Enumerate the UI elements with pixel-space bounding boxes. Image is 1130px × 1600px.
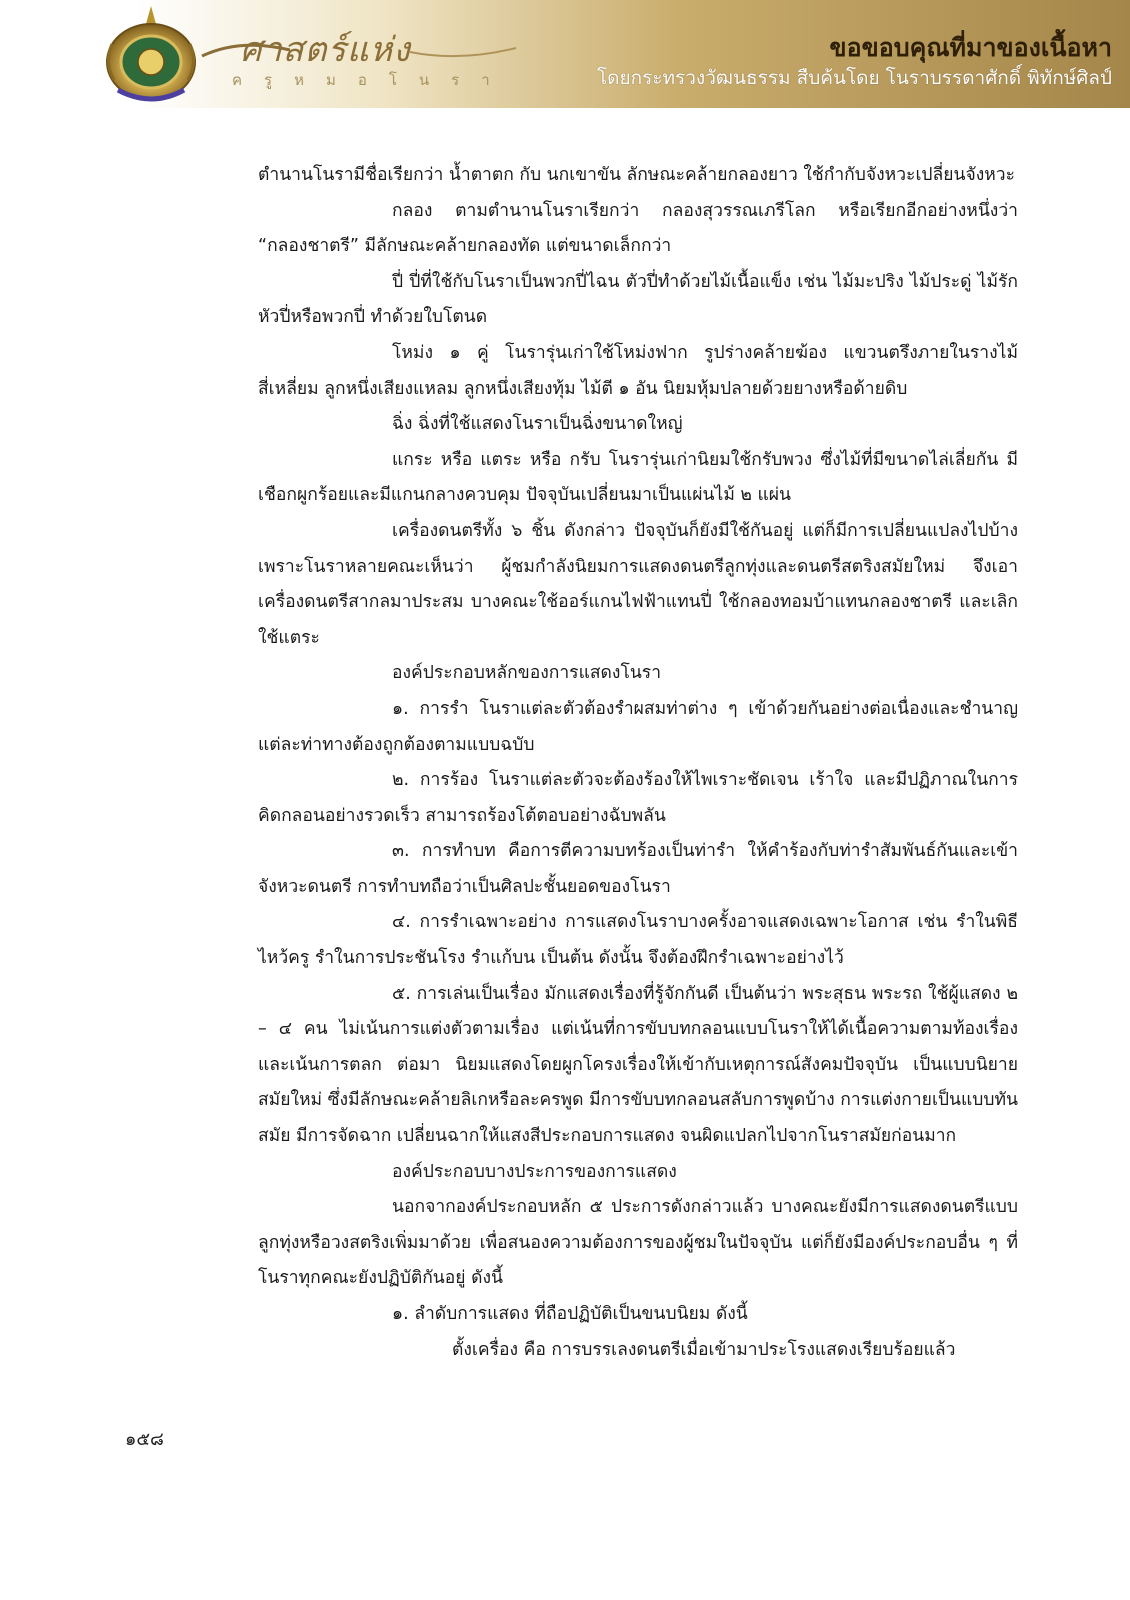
body-paragraph: แกระ หรือ แตระ หรือ กรับ โนรารุ่นเก่านิยมใช้กรับพวง ซึ่งไม้ที่มีขนาดไล่เลี่ยกัน มีเชือกผูกร้อยและมีแกนกลางควบคุม ปัจจุบันเปลี่ยนมาเป็นแผ่นไม้ ๒ แผ่น — [258, 449, 1018, 506]
header-title: ขอขอบคุณที่มาของเนื้อหา — [829, 33, 1112, 62]
body-paragraph: ตำนานโนรามีชื่อเรียกว่า น้ำตาตก กับ นกเขาขัน ลักษณะคล้ายกลองยาว ใช้กำกับจังหวะเปลี่ยนจังหวะ — [258, 165, 1016, 185]
list-item: ๑. ลำดับการแสดง ที่ถือปฏิบัติเป็นขนบนิยม ดังนี้ — [392, 1304, 748, 1324]
document-body — [258, 158, 1018, 1368]
section-heading: องค์ประกอบหลักของการแสดงโนรา — [392, 663, 662, 684]
list-item: ๑. การรำ โนราแต่ละตัวต้องรำผสมท่าต่าง ๆ เข้าด้วยกันอย่างต่อเนื่องและชำนาญ แต่ละท่าทางต้องถูกต้องตามแบบฉบับ — [258, 698, 1018, 755]
body-paragraph: กลอง ตามตำนานโนราเรียกว่า กลองสุวรรณเภรีโลก หรือเรียกอีกอย่างหนึ่งว่า “กลองชาตรี” มีลักษณะคล้ายกลองทัด แต่ขนาดเล็กกว่า — [258, 200, 1018, 257]
list-item: ๕. การเล่นเป็นเรื่อง มักแสดงเรื่องที่รู้จักกันดี เป็นต้นว่า พระสุธน พระรถ ใช้ผู้แสดง ๒ – ๔ คน ไม่เน้นการแต่งตัวตามเรื่อง แต่เน้นที่การขับบทกลอนแบบโนราให้ได้เนื้อความตามท้องเรื่อง และเน้นการตลก ต่อมา นิยมแสดงโดยผูกโครงเรื่องให้เข้ากับเหตุการณ์สังคมปัจจุบัน เป็นแบบนิยายสมัยใหม่ ซึ่งมีลักษณะคล้ายลิเกหรือละครพูด มีการขับบทกลอนสลับการพูดบ้าง การแต่งกายเป็นแบบทันสมัย มีการจัดฉาก เปลี่ยนฉากให้แสงสีประกอบการแสดง จนผิดแปลกไปจากโนราสมัยก่อนมาก — [258, 983, 1018, 1147]
list-item: ๔. การรำเฉพาะอย่าง การแสดงโนราบางครั้งอาจแสดงเฉพาะโอกาส เช่น รำในพิธีไหว้ครู รำในการประชันโรง รำแก้บน เป็นต้น ดังนั้น จึงต้องฝึกรำเฉพาะอย่างไว้ — [258, 912, 1018, 969]
emblem-seal-icon — [98, 4, 204, 104]
list-item: ๒. การร้อง โนราแต่ละตัวจะต้องร้องให้ไพเราะชัดเจน เร้าใจ และมีปฏิภาณในการคิดกลอนอย่างรวดเร็ว สามารถร้องโต้ตอบอย่างฉับพลัน — [258, 770, 1018, 826]
header-banner — [0, 0, 1130, 108]
list-item: ๓. การทำบท คือการตีความบทร้องเป็นท่ารำ ให้คำร้องกับท่ารำสัมพันธ์กันและเข้าจังหวะดนตรี การทำบทถือว่าเป็นศิลปะชั้นยอดของโนรา — [258, 841, 1018, 897]
body-paragraph: ตั้งเครื่อง คือ การบรรเลงดนตรีเมื่อเข้ามาประโรงแสดงเรียบร้อยแล้ว — [452, 1339, 956, 1360]
section-heading: องค์ประกอบบางประการของการแสดง — [392, 1161, 677, 1182]
body-paragraph: นอกจากองค์ประกอบหลัก ๕ ประการดังกล่าวแล้ว บางคณะยังมีการแสดงดนตรีแบบลูกทุ่งหรือวงสตริงเพิ่มมาด้วย เพื่อสนองความต้องการของผู้ชมในปัจจุบัน แต่ก็ยังมีองค์ประกอบอื่น ๆ ที่โนราทุกคณะยังปฏิบัติกันอยู่ ดังนี้ — [258, 1197, 1018, 1289]
body-paragraph: ปี่ ปี่ที่ใช้กับโนราเป็นพวกปี่ไฉน ตัวปี่ทำด้วยไม้เนื้อแข็ง เช่น ไม้มะปริง ไม้ประดู่ ไม้รัก หัวปี่หรือพวกปี่ ทำด้วยใบโตนด — [258, 271, 1018, 328]
header-credit: โดยกระทรวงวัฒนธรรม สืบค้นโดย โนราบรรดาศักดิ์ พิทักษ์ศิลป์ — [596, 67, 1112, 89]
brand-title: ศาสตร์แห่ง — [240, 30, 411, 70]
body-paragraph: ฉิ่ง ฉิ่งที่ใช้แสดงโนราเป็นฉิ่งขนาดใหญ่ — [392, 414, 683, 435]
body-paragraph: โหม่ง ๑ คู่ โนรารุ่นเก่าใช้โหม่งฟาก รูปร่างคล้ายฆ้อง แขวนตรึงภายในรางไม้สี่เหลี่ยม ลูกหนึ่งเสียงแหลม ลูกหนึ่งเสียงทุ้ม ไม้ตี ๑ อัน นิยมหุ้มปลายด้วยยางหรือด้ายดิบ — [258, 342, 1018, 399]
brand-subtitle: ครูหมอโนรา — [232, 71, 512, 89]
page-number: ๑๕๘ — [125, 1429, 164, 1450]
body-paragraph: เครื่องดนตรีทั้ง ๖ ชิ้น ดังกล่าว ปัจจุบันก็ยังมีใช้กันอยู่ แต่ก็มีการเปลี่ยนแปลงไปบ้างเพราะโนราหลายคณะเห็นว่า ผู้ชมกำลังนิยมการแสดงดนตรีลูกทุ่งและดนตรีสตริงสมัยใหม่ จึงเอาเครื่องดนตรีสากลมาประสม บางคณะใช้ออร์แกนไฟฟ้าแทนปี่ ใช้กลองทอมบ้าแทนกลองชาตรี และเลิกใช้แตระ — [258, 520, 1018, 648]
